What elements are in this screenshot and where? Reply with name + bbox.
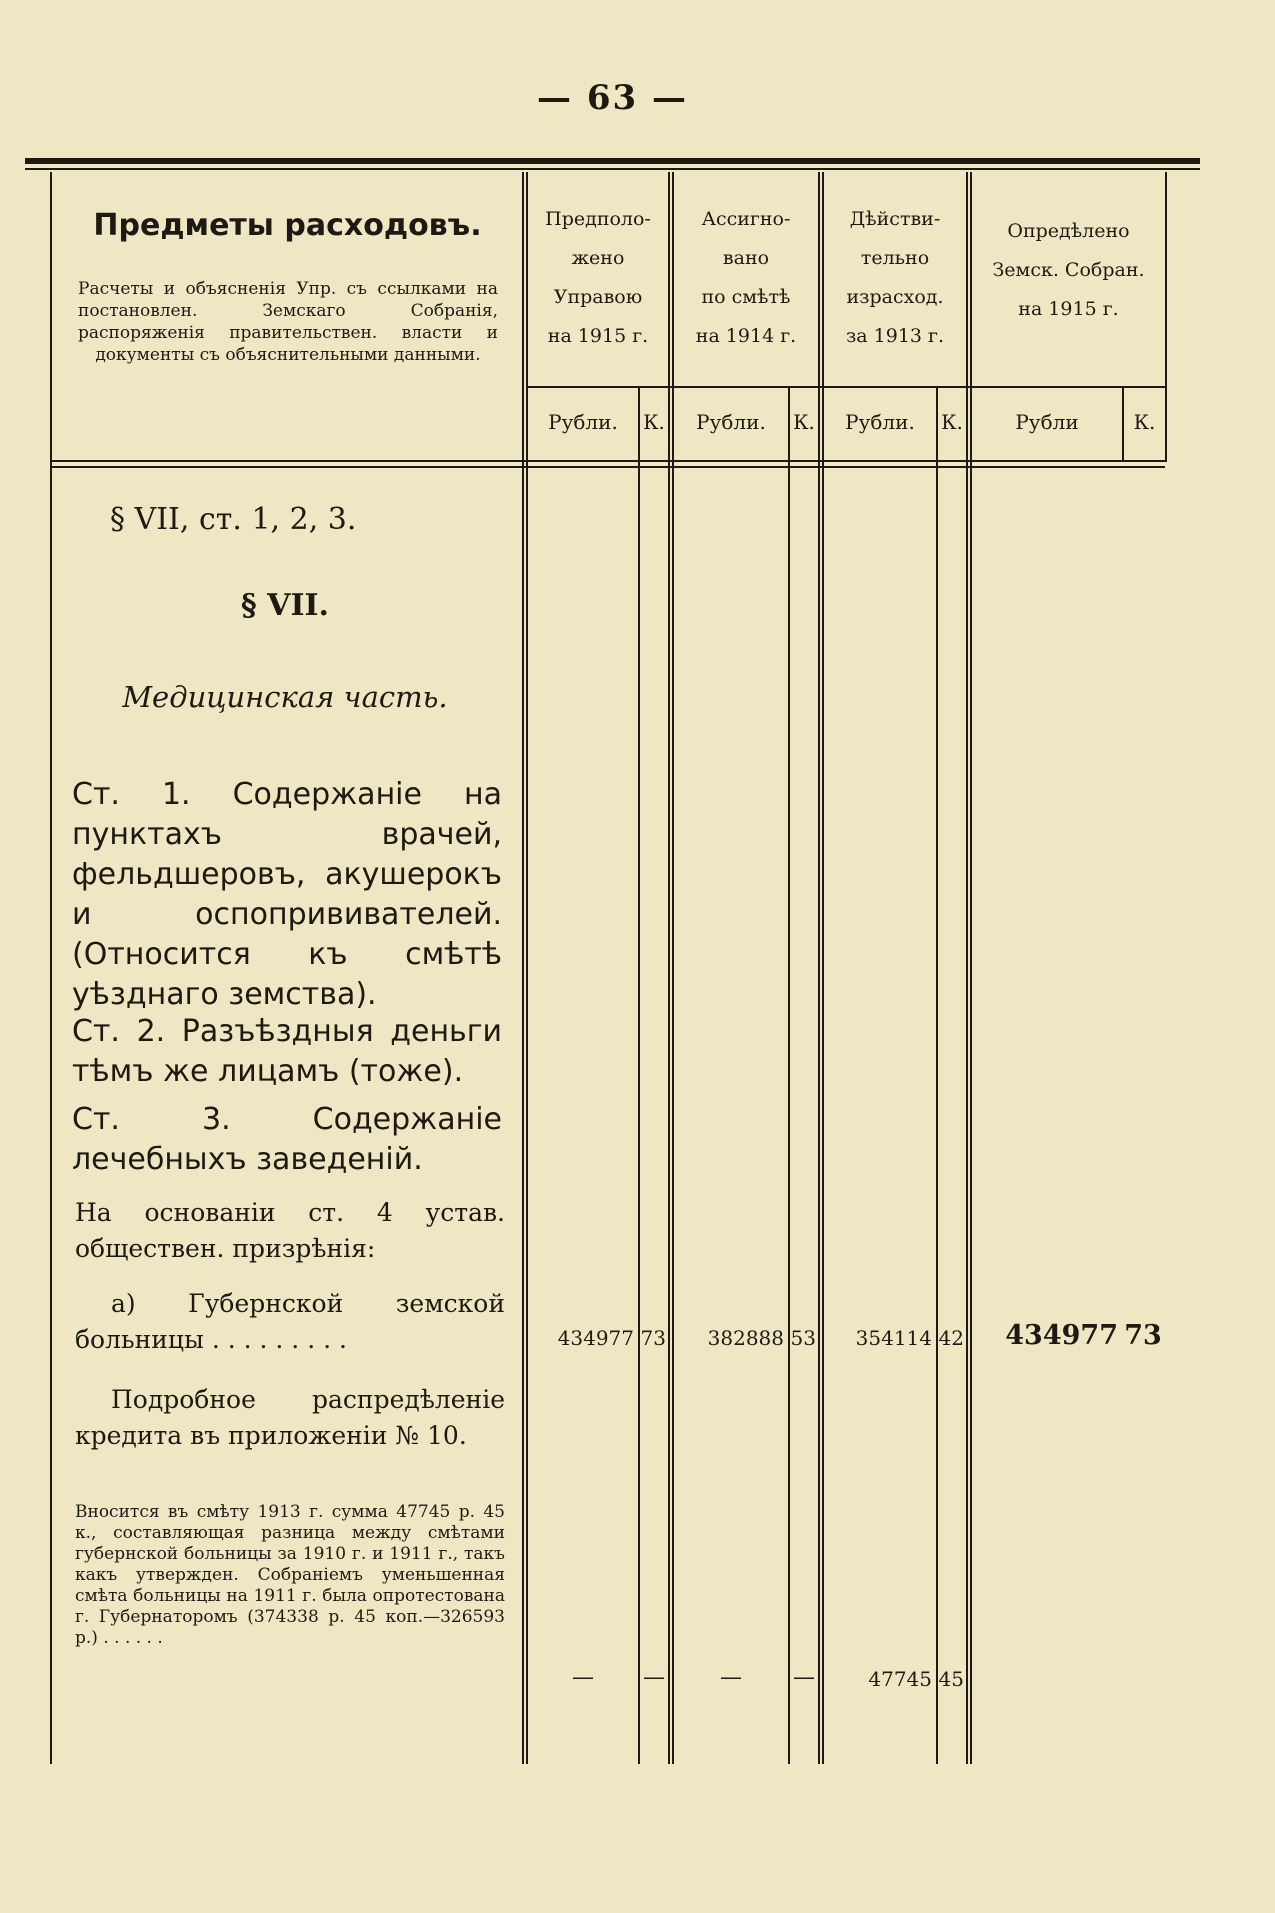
- note-spent-rubles: 47745: [868, 1667, 932, 1691]
- row-a-determined-kop: 73: [1124, 1320, 1162, 1351]
- row-a-assigned-rubles: 382888: [707, 1326, 784, 1350]
- subheader-rubles: Рубли: [1015, 410, 1079, 434]
- col-line-4: [966, 172, 968, 1764]
- section-reference: § VII, ст. 1, 2, 3.: [110, 502, 357, 537]
- col-line-1: [522, 172, 524, 1764]
- section-heading: § VII.: [241, 588, 329, 623]
- column-header-proposed: Предполо- жено Управою на 1915 г.: [545, 208, 651, 347]
- row-a-spent-rubles: 354114: [855, 1326, 932, 1350]
- subheader-kop: К.: [1133, 410, 1156, 434]
- row-a-proposed-kop: 73: [640, 1326, 666, 1350]
- col-line-4k: [936, 388, 938, 1764]
- article-2: Ст. 2. Разъѣздныя деньги тѣмъ же лицамъ (тоже).: [72, 1014, 502, 1089]
- col-line-2: [668, 172, 670, 1764]
- subheader-rubles: Рубли.: [548, 410, 618, 434]
- note-proposed-kop: —: [643, 1665, 665, 1690]
- column-header-determined: Опредѣлено Земск. Собран. на 1915 г.: [992, 220, 1145, 320]
- part-heading: Медицинская часть.: [122, 680, 448, 714]
- col-line-left: [50, 172, 52, 1764]
- col-line-3k: [788, 388, 790, 1764]
- subheader-kop: К.: [643, 410, 665, 434]
- row-a-assigned-kop: 53: [790, 1326, 816, 1350]
- row-a-spent-kop: 42: [938, 1326, 964, 1350]
- subheader-rubles: Рубли.: [845, 410, 915, 434]
- col-line-3: [818, 172, 820, 1764]
- subheader-line: [526, 386, 1165, 388]
- note-spent-kop: 45: [938, 1667, 964, 1691]
- top-rule: [25, 158, 1200, 164]
- subheader-kop: К.: [793, 410, 815, 434]
- col-line-2k: [638, 388, 640, 1764]
- column-header-assigned: Ассигно- вано по смѣтѣ на 1914 г.: [695, 208, 797, 347]
- note-proposed-rubles: —: [572, 1665, 594, 1690]
- column-header-spent: Дѣйстви- тельно израсход. за 1913 г.: [845, 208, 945, 347]
- page-number: — 63 —: [537, 78, 688, 118]
- article-3: Ст. 3. Содержаніе лечебныхъ заведеній.: [72, 1102, 502, 1177]
- column-title-items: Предметы расходовъ.: [93, 208, 482, 243]
- item-a-text: а) Губернской земской больницы . . . . . . . . .: [75, 1289, 505, 1354]
- detail-text: Подробное распредѣленіе кредита въ приложеніи № 10.: [75, 1385, 505, 1450]
- note-assigned-kop: —: [793, 1665, 815, 1690]
- header-bottom-line-2: [50, 466, 1165, 468]
- subheader-rubles: Рубли.: [696, 410, 766, 434]
- top-rule-thin: [25, 168, 1200, 170]
- subheader-kop: К.: [941, 410, 963, 434]
- header-bottom-line: [50, 460, 1165, 462]
- basis-text: На основаніи ст. 4 устав. обществен. призрѣнія:: [75, 1198, 505, 1263]
- note-text: Вносится въ смѣту 1913 г. сумма 47745 р. 45 к., составляющая разница между смѣтами губернской больницы за 1910 г. и 1911 г., такъ какъ утвержден. Собраніемъ уменьшенная смѣта больницы на 1911 г. была опротестована г. Губернаторомъ (374338 р. 45 коп.—326593 р.) . . . . . .: [75, 1502, 505, 1648]
- col-line-right: [1165, 172, 1167, 462]
- article-1: Ст. 1. Содержаніе на пунктахъ врачей, фельдшеровъ, акушерокъ и оспопрививателей. (Относится къ смѣтѣ уѣзднаго земства).: [72, 777, 502, 1012]
- column-desc-items: Расчеты и объясненія Упр. съ ссылками на постановлен. Земскаго Собранія, распоряженія правительствен. власти и документы съ объяснительными данными.: [78, 279, 498, 365]
- row-a-determined-rubles: 434977: [1005, 1320, 1118, 1351]
- row-a-proposed-rubles: 434977: [557, 1326, 634, 1350]
- note-assigned-rubles: —: [720, 1665, 742, 1690]
